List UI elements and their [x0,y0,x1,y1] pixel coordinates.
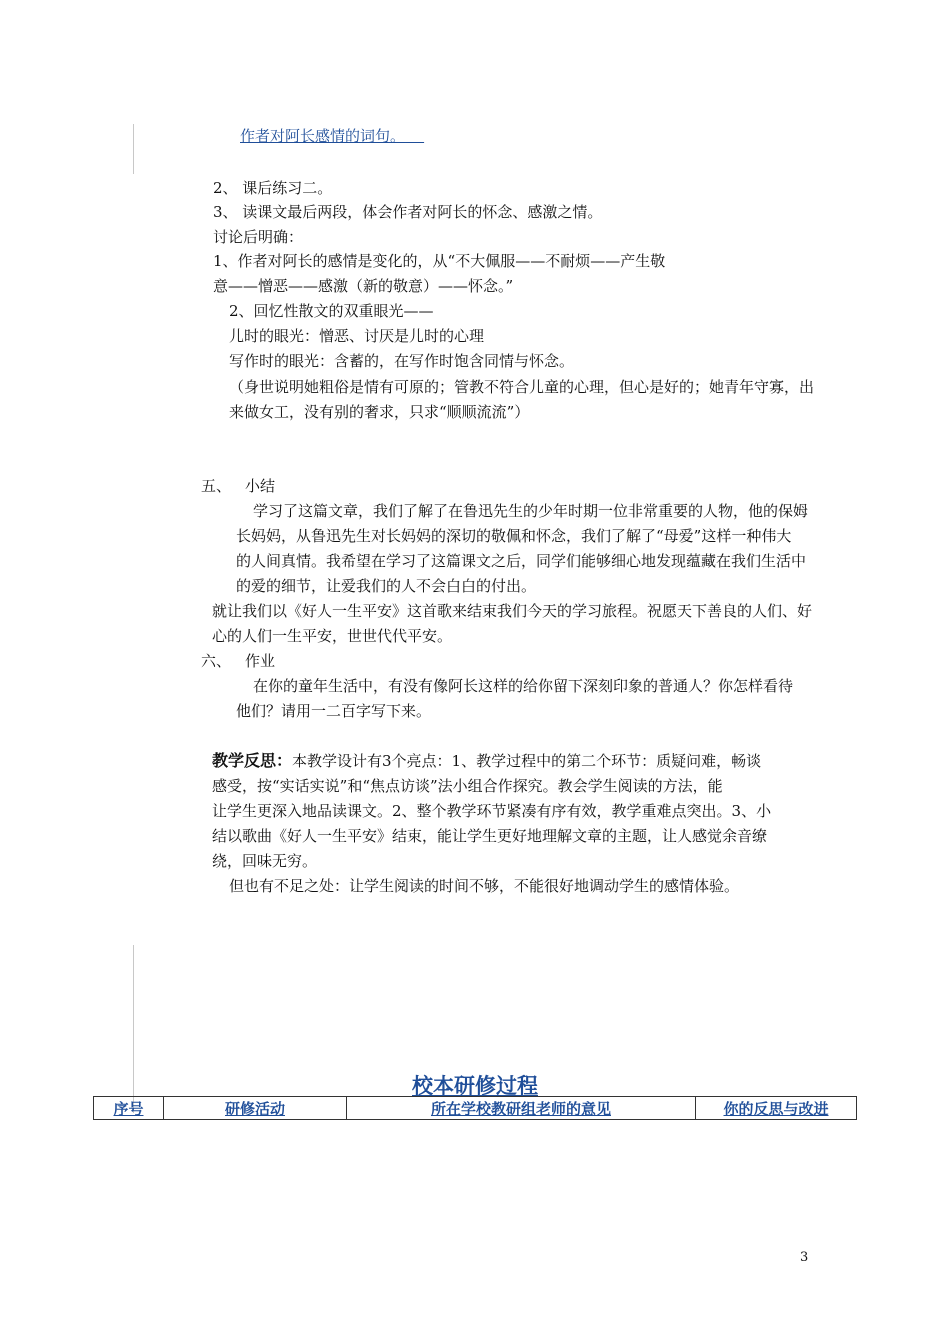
summary-line-1: 学习了这篇文章，我们了解了在鲁迅先生的少年时期一位非常重要的人物，他的保姆 [253,502,809,520]
col-number: 序号 [94,1097,164,1120]
margin-rule-top [133,124,134,174]
col-teacher-opinion: 所在学校教研组老师的意见 [347,1097,696,1120]
reflection-label: 教学反思： [212,751,293,770]
point-1-line-a: 1、作者对阿长的感情是变化的，从“不大佩服——不耐烦——产生敬 [213,252,666,270]
research-table [93,1096,857,1120]
point-1-line-b: 意——憎恶——感激（新的敬意）——怀念。” [213,277,514,295]
note-line-a: （身世说明她粗俗是情有可原的；管教不符合儿童的心理，但心是好的；她青年守寡，出 [229,378,815,396]
top-line: 作者对阿长感情的词句。 [240,127,406,145]
point-2: 2、回忆性散文的双重眼光—— [229,302,434,320]
section-6-title: 作业 [245,652,276,670]
homework-line-2: 他们？请用一二百字写下来。 [236,702,432,720]
reflection-line-2: 感受，按“实话实说”和“焦点访谈”法小组合作探究。教会学生阅读的方法，能 [212,777,723,795]
reflection-line-3: 让学生更深入地品读课文。2、整个教学环节紧凑有序有效，教学重难点突出。3、小 [212,802,772,820]
summary-line-3: 的人间真情。我希望在学习了这篇课文之后，同学们能够细心地发现蕴藏在我们生活中 [236,552,807,570]
table-header-row [94,1097,857,1120]
summary-line-4: 的爱的细节，让爱我们的人不会白白的付出。 [236,577,537,595]
summary-line-6: 心的人们一生平安，世世代代平安。 [212,627,453,645]
section-6-number: 六、 [201,652,232,670]
reflection-text-1: 本教学设计有3个亮点：1、教学过程中的第二个环节：质疑问难，畅谈 [292,752,762,770]
col-activity: 研修活动 [164,1097,347,1120]
reflection-line-6: 但也有不足之处：让学生阅读的时间不够，不能很好地调动学生的感情体验。 [229,877,740,895]
item-2: 2、 课后练习二。 [213,179,333,197]
page-number: 3 [800,1250,809,1265]
col-reflection: 你的反思与改进 [696,1097,857,1120]
note-line-b: 来做女工，没有别的奢求，只求“顺顺流流”） [229,403,530,421]
reflection-line-4: 结以歌曲《好人一生平安》结束，能让学生更好地理解文章的主题，让人感觉余音缭 [212,827,768,845]
section-5-title: 小结 [245,477,276,495]
reflection-line-1 [212,751,761,771]
item-3: 3、 读课文最后两段，体会作者对阿长的怀念、感激之情。 [213,203,603,221]
research-title: 校本研修过程 [412,1074,538,1098]
child-view: 儿时的眼光：憎恶、讨厌是儿时的心理 [229,327,485,345]
discussion-label: 讨论后明确： [213,228,304,246]
writing-view: 写作时的眼光：含蓄的，在写作时饱含同情与怀念。 [229,352,575,370]
section-5-number: 五、 [201,477,232,495]
summary-line-5: 就让我们以《好人一生平安》这首歌来结束我们今天的学习旅程。祝愿天下善良的人们、好 [212,602,813,620]
summary-line-2: 长妈妈，从鲁迅先生对长妈妈的深切的敬佩和怀念，我们了解了“母爱”这样一种伟大 [236,527,792,545]
reflection-line-5: 绕，回味无穷。 [212,852,318,870]
homework-line-1: 在你的童年生活中，有没有像阿长这样的给你留下深刻印象的普通人？你怎样看待 [253,677,794,695]
